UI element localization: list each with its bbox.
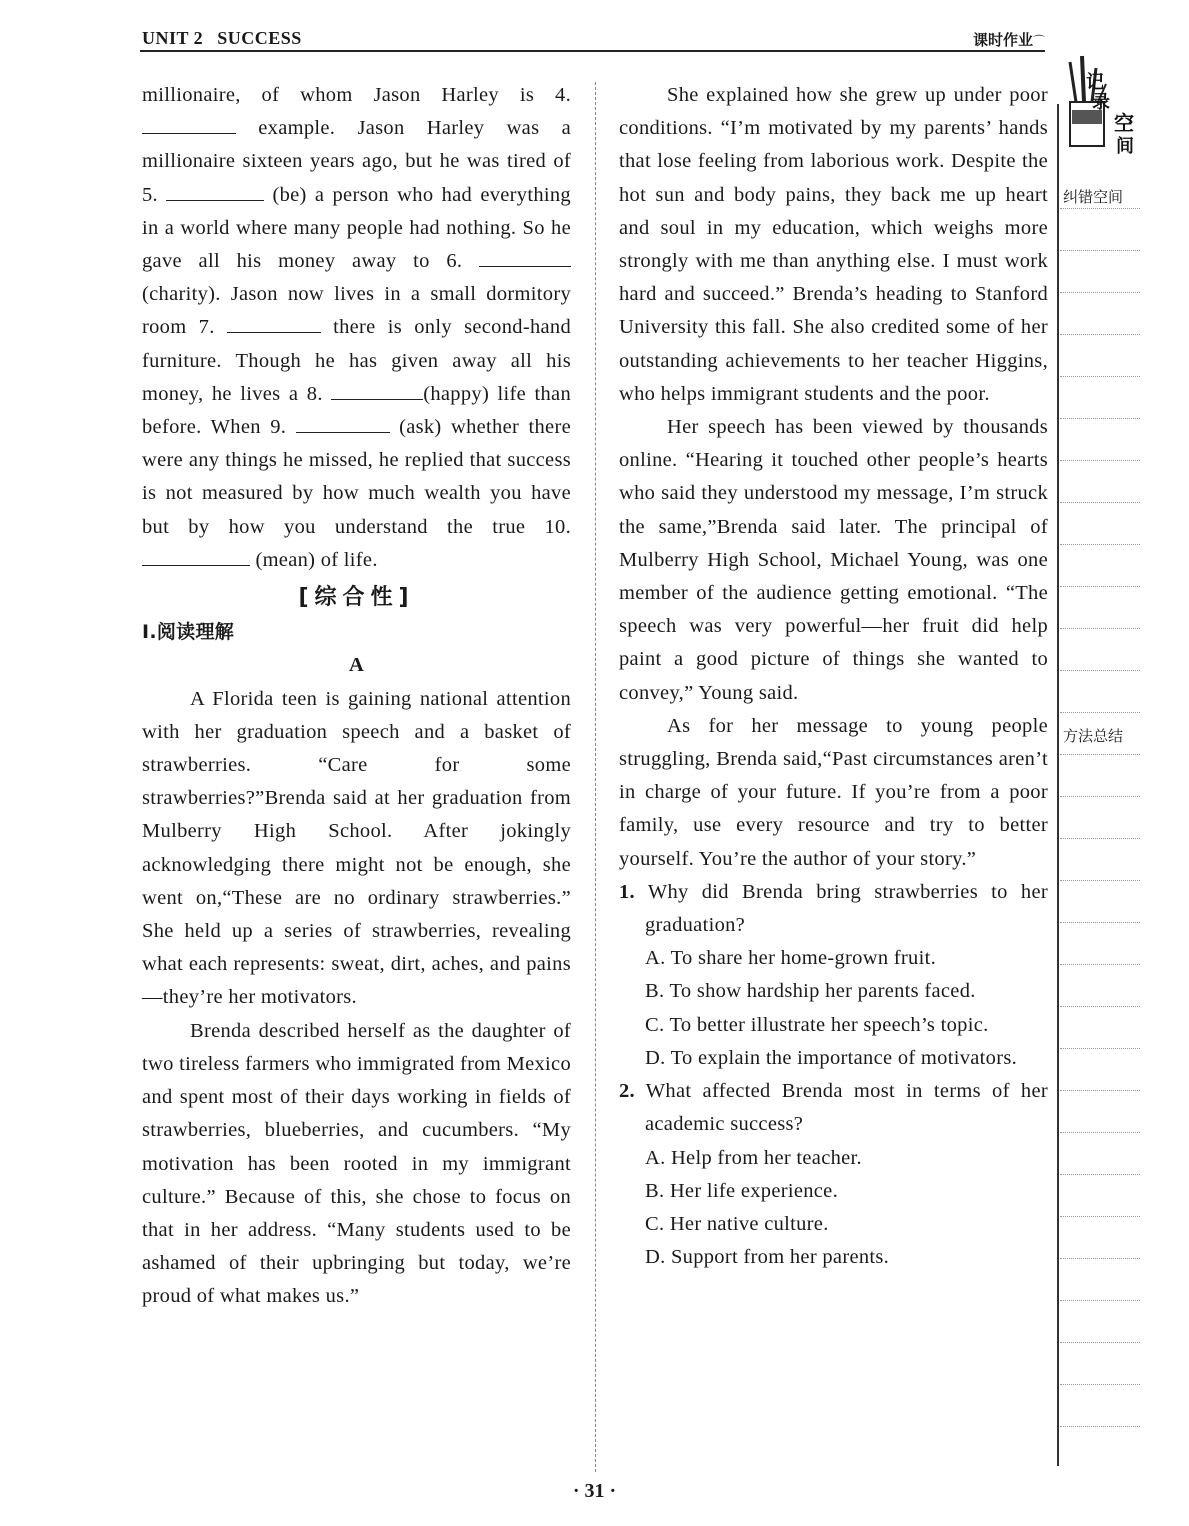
- blank-7[interactable]: [227, 312, 321, 333]
- left-column: [142, 79, 571, 1314]
- unit-heading: [142, 28, 302, 49]
- page-header: [140, 26, 1045, 52]
- unit-label: UNIT 2: [142, 28, 204, 48]
- cloze-paragraph: [142, 79, 571, 577]
- section-title: [综合性]: [298, 585, 415, 611]
- note-line: [1060, 502, 1140, 503]
- cloze-text: there is only second-hand furniture. Though he has given away all his money, he lives a 8.: [142, 316, 571, 405]
- page-number: · 31 ·: [572, 1480, 617, 1502]
- cloze-text: millionaire, of whom Jason Harley is 4.: [142, 84, 571, 106]
- passage-paragraph-2: Brenda described herself as the daughter of two tireless farmers who immigrated from Mexico and spent most of their days working in fields of strawberries, blueberries, and cucumbers. “My motivation has been rooted in my immigrant culture.” Because of this, she chose to focus on that in her address. “Many students used to be ashamed of their upbringing but today, we’re proud of what makes us.”: [142, 1019, 571, 1308]
- note-line: [1060, 628, 1140, 629]
- column-divider: [595, 82, 596, 1472]
- q1-option-d[interactable]: D. To explain the importance of motivators.: [645, 1046, 1018, 1069]
- cloze-text: (happy) life than before. When 9.: [142, 382, 571, 439]
- blank-5[interactable]: [166, 180, 264, 201]
- notes-logo-icon: [1062, 54, 1148, 154]
- logo-char-2: 录: [1092, 92, 1110, 113]
- unit-title: SUCCESS: [217, 28, 302, 48]
- question-number: 1.: [619, 880, 635, 903]
- note-line: [1060, 670, 1140, 671]
- question-number: 2.: [619, 1080, 635, 1103]
- note-line: [1060, 376, 1140, 377]
- note-line: [1060, 1258, 1140, 1259]
- question-text: What affected Brenda most in terms of her academic success?: [645, 1080, 1048, 1136]
- passage-letter: A: [348, 654, 365, 677]
- logo-char-4: 间: [1116, 136, 1134, 154]
- note-line: [1060, 1090, 1140, 1091]
- blank-4[interactable]: [142, 113, 236, 134]
- blank-8[interactable]: [331, 379, 423, 400]
- sidebar-divider: [1057, 104, 1059, 1466]
- q2-option-d[interactable]: D. Support from her parents.: [645, 1246, 890, 1269]
- q1-option-a[interactable]: A. To share her home-grown fruit.: [645, 947, 937, 970]
- question-2: [619, 1075, 1048, 1141]
- cloze-text: (ask) whether there were any things he missed, he replied that success is not measured by how much wealth you have but by how you understand the true 10.: [142, 416, 571, 538]
- note-line: [1060, 334, 1140, 335]
- note-line: [1060, 1300, 1140, 1301]
- q1-option-c[interactable]: C. To better illustrate her speech’s topic.: [645, 1013, 989, 1036]
- note-line: [1060, 544, 1140, 545]
- hook-glyph: ⌒: [1032, 34, 1045, 48]
- note-line: [1060, 838, 1140, 839]
- note-line: [1060, 1048, 1140, 1049]
- sidebar-label-methods: 方法总结: [1063, 727, 1124, 745]
- logo-char-3: 空: [1114, 111, 1134, 135]
- note-line: [1060, 964, 1140, 965]
- note-line: [1060, 1006, 1140, 1007]
- note-line: [1060, 754, 1140, 755]
- note-line: [1060, 1342, 1140, 1343]
- blank-10[interactable]: [142, 545, 250, 566]
- note-line: [1060, 712, 1140, 713]
- note-line: [1060, 250, 1140, 251]
- note-line: [1060, 1426, 1140, 1427]
- note-line: [1060, 1384, 1140, 1385]
- note-line: [1060, 208, 1140, 209]
- passage-paragraph-5: As for her message to young people struggling, Brenda said,“Past circumstances aren’t in charge of your future. If you’re from a poor family, use every resource and try to better yourself. You’re the author of your story.”: [619, 714, 1048, 870]
- q2-option-c[interactable]: C. Her native culture.: [645, 1212, 829, 1235]
- header-right: [973, 29, 1045, 50]
- section-label: 课时作业: [972, 31, 1033, 49]
- question-1: [619, 876, 1048, 942]
- note-line: [1060, 460, 1140, 461]
- logo-char-1: 记: [1086, 72, 1104, 93]
- q2-option-b[interactable]: B. Her life experience.: [645, 1179, 839, 1202]
- cloze-text: example. Jason Harley was a millionaire sixteen years ago, but he was tired of 5.: [142, 117, 571, 206]
- passage-paragraph-1: A Florida teen is gaining national attention with her graduation speech and a basket of strawberries. “Care for some strawberries?”Brenda said at her graduation from Mulberry High School. After jokingly acknowledging there might not be enough, she went on,“These are no ordinary strawberries.” She held up a series of strawberries, revealing what each represents: sweat, dirt, aches, and pains—they’re her motivators.: [142, 687, 571, 1009]
- note-line: [1060, 922, 1140, 923]
- passage-paragraph-3: She explained how she grew up under poor conditions. “I’m motivated by my parents’ hands that lose feeling from laborious work. Despite the hot sun and body pains, they back me up heart and soul in my education, which weighs more strongly with me than anything else. I must work hard and succeed.” Brenda’s heading to Stanford University this fall. She also credited some of her outstanding achievements to her teacher Higgins, who helps immigrant students and the poor.: [619, 84, 1048, 405]
- note-line: [1060, 1132, 1140, 1133]
- note-line: [1060, 1216, 1140, 1217]
- note-line: [1060, 880, 1140, 881]
- q2-option-a[interactable]: A. Help from her teacher.: [645, 1146, 862, 1169]
- question-text: Why did Brenda bring strawberries to her graduation?: [645, 880, 1048, 937]
- note-line: [1060, 1174, 1140, 1175]
- blank-9[interactable]: [296, 412, 390, 433]
- cloze-text: (mean) of life.: [255, 548, 378, 571]
- note-line: [1060, 796, 1140, 797]
- part-title: Ⅰ.阅读理解: [142, 621, 235, 644]
- cloze-text: (charity). Jason now lives in a small dormitory room 7.: [142, 283, 571, 339]
- blank-6[interactable]: [479, 246, 571, 267]
- q1-option-b[interactable]: B. To show hardship her parents faced.: [645, 980, 976, 1003]
- right-column: [619, 79, 1048, 1274]
- sidebar-label-errors: 纠错空间: [1063, 188, 1124, 206]
- passage-paragraph-4: Her speech has been viewed by thousands online. “Hearing it touched other people’s hearts who said they understood my message, I’m struck the same,”Brenda said later. The principal of Mulberry High School, Michael Young, was one member of the audience getting emotional. “The speech was very powerful—her fruit did help paint a good picture of things she wanted to convey,” Young said.: [619, 416, 1048, 704]
- note-line: [1060, 418, 1140, 419]
- note-line: [1060, 292, 1140, 293]
- note-line: [1060, 586, 1140, 587]
- cloze-text: (be) a person who had everything in a world where many people had nothing. So he gave all his money away to 6.: [142, 183, 571, 273]
